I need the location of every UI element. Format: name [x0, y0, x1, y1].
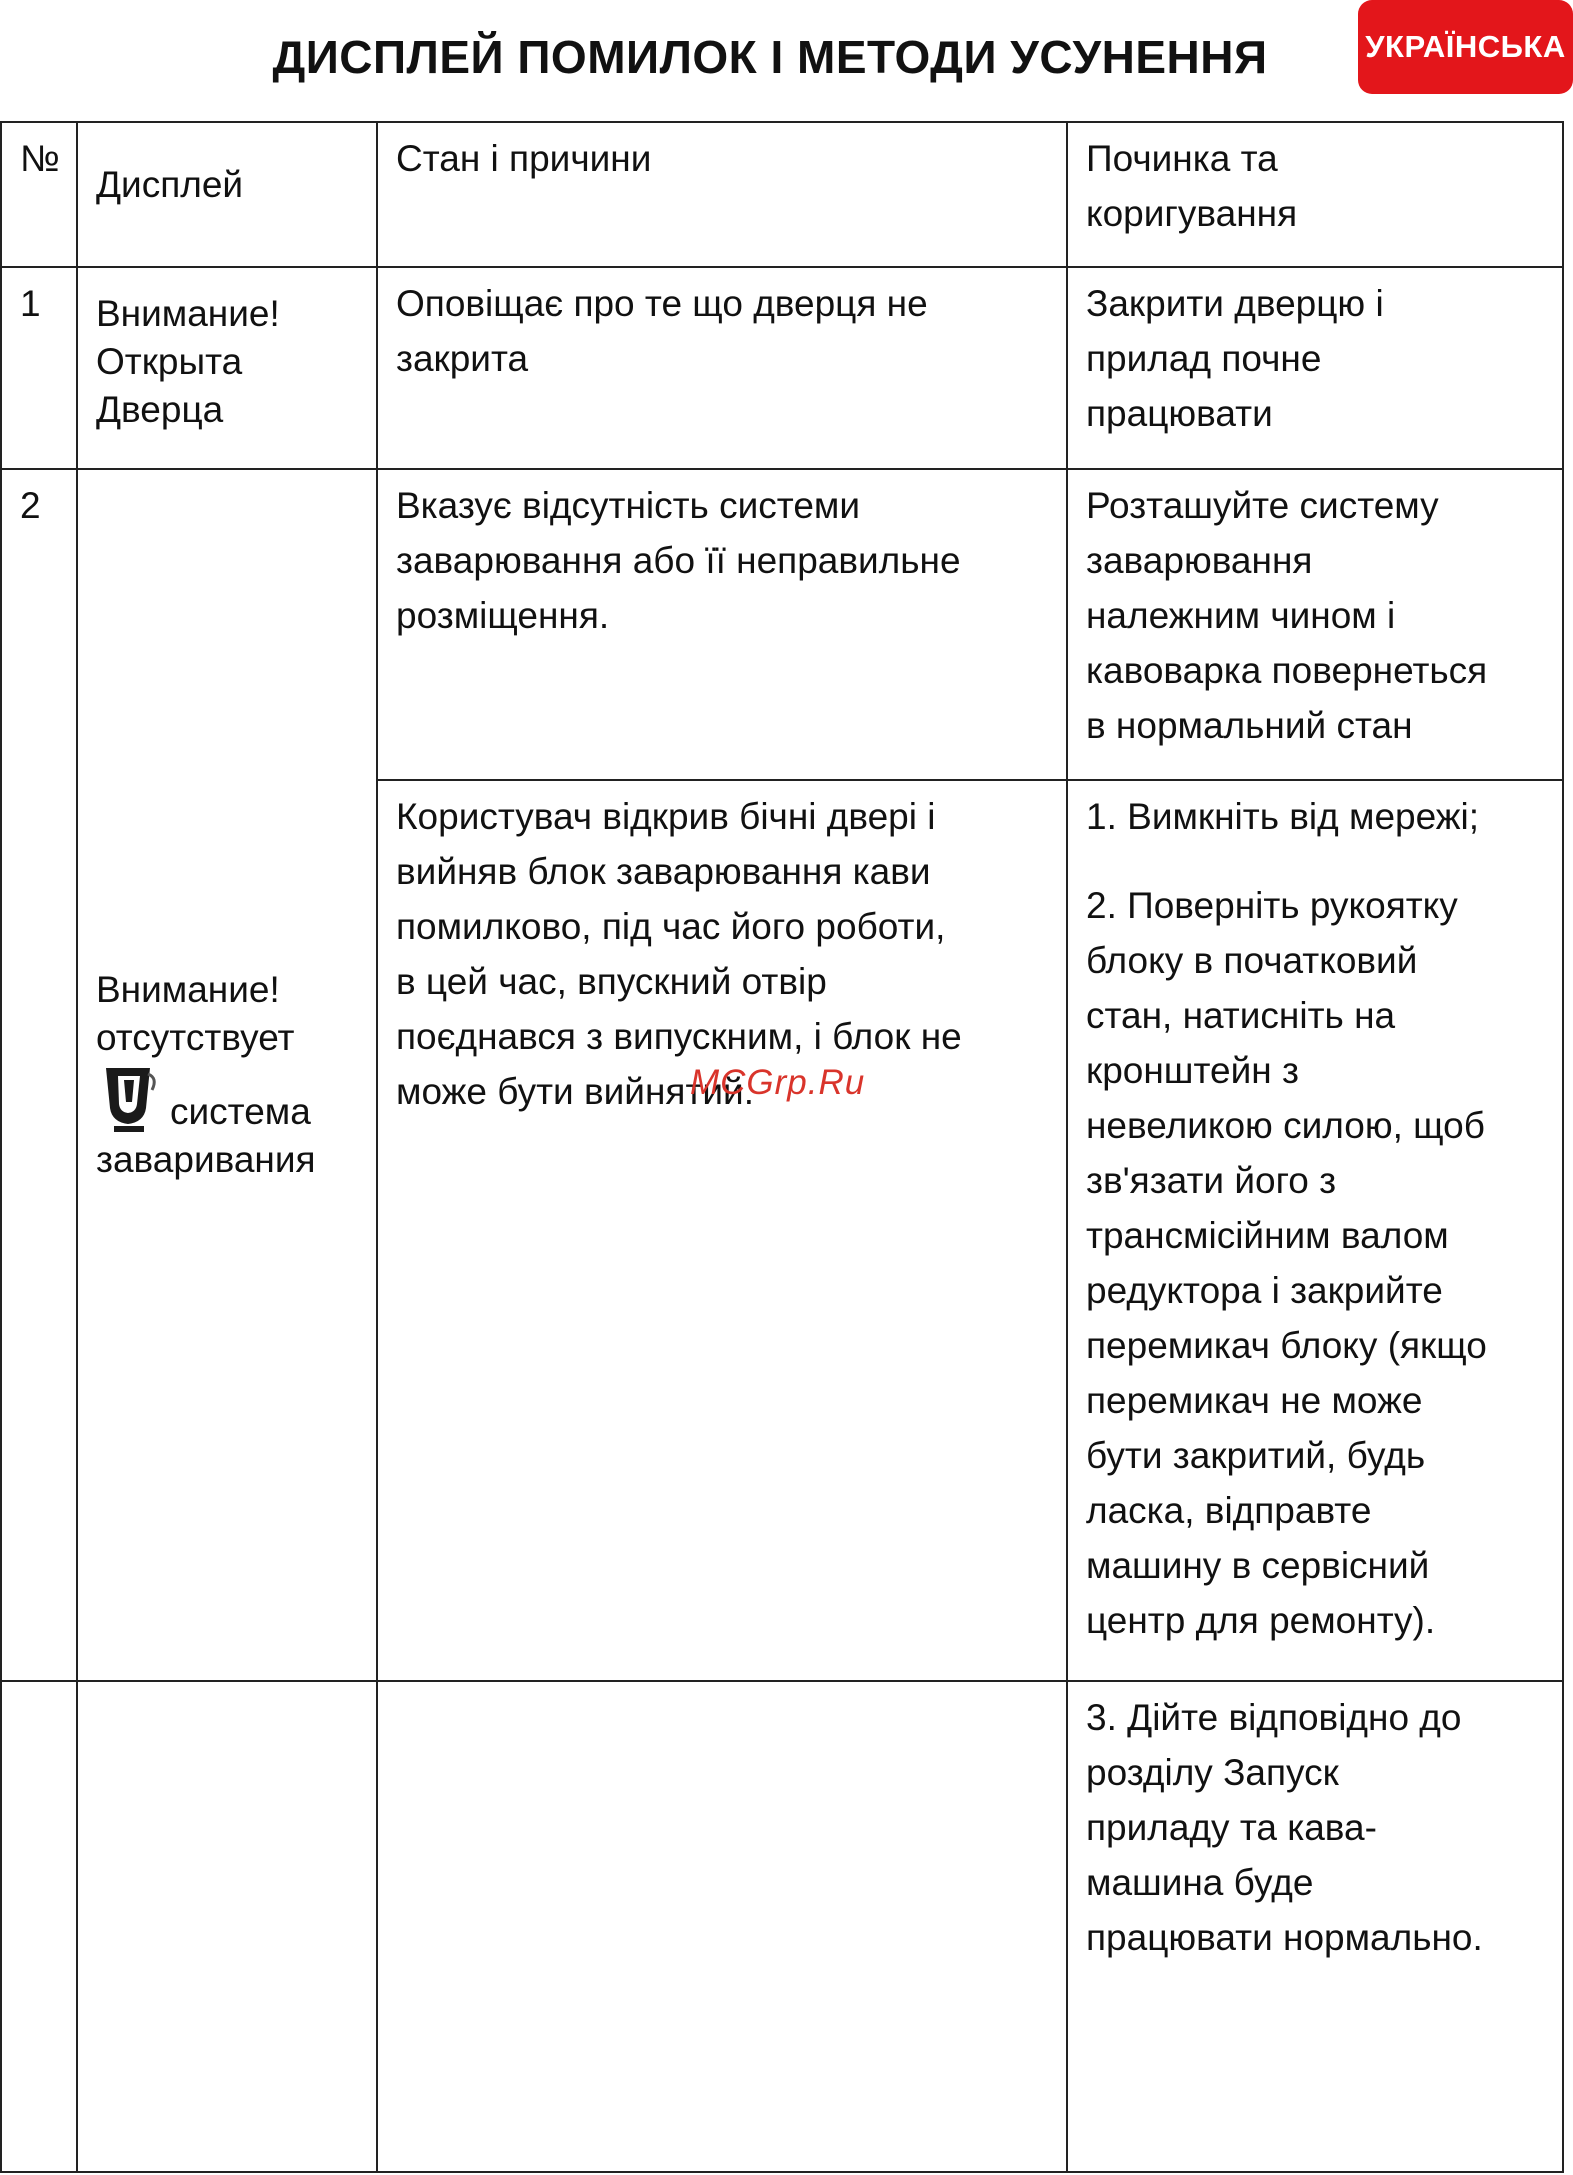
language-badge: УКРАЇНСЬКА [1358, 0, 1573, 94]
row2a-fix-line: в нормальний стан [1086, 705, 1413, 746]
row2-num-cell [1, 469, 77, 1681]
row3-display-cell [77, 1681, 377, 2172]
row1-fix-line: прилад почне [1086, 338, 1322, 379]
row1-num-cell [1, 267, 77, 469]
table-row-2a [1, 469, 1563, 780]
fix-step-2-line: бути закритий, будь [1086, 1435, 1426, 1476]
row2a-fix-line: належним чином і [1086, 595, 1396, 636]
row2a-cause-line: розміщення. [396, 595, 610, 636]
row1-cause-line: Оповіщає про те що дверця не [396, 283, 928, 324]
row3-fix-line: 3. Дійте відповідно до [1086, 1697, 1462, 1738]
row1-fix [1068, 268, 1562, 441]
row2-num: 2 [20, 485, 41, 526]
row1-cause-line: закрита [396, 338, 529, 379]
fix-step-2-line: машину в сервісний [1086, 1545, 1430, 1586]
row1-display-line: Открыта [96, 341, 243, 382]
row2a-cause [378, 470, 1066, 643]
row2b-cause-cell [377, 780, 1067, 1681]
row3-cause-cell [377, 1681, 1067, 2172]
fix-step-2-line: ласка, відправте [1086, 1490, 1372, 1531]
row3-fix-line: машина буде [1086, 1862, 1314, 1903]
fix-step-2-line: 2. Поверніть рукоятку [1086, 885, 1458, 926]
row2-display-line: отсутствует [96, 1017, 295, 1058]
row1-cause [378, 268, 1066, 386]
row1-display-line: Внимание! [96, 293, 280, 334]
row1-display [78, 268, 376, 434]
error-table [0, 121, 1564, 2173]
row1-fix-line: Закрити дверцю і [1086, 283, 1384, 324]
row2-display-line: заваривания [96, 1139, 316, 1180]
header-cause-cell [377, 122, 1067, 267]
row2b-fix-cell [1067, 780, 1563, 1681]
fix-step-1: 1. Вимкніть від мережі; [1086, 796, 1480, 837]
page-title: ДИСПЛЕЙ ПОМИЛОК І МЕТОДИ УСУНЕННЯ [272, 31, 1268, 83]
row3-fix-cell [1067, 1681, 1563, 2172]
fix-step-2 [1086, 878, 1548, 1648]
row2a-fix-line: кавоварка повернеться [1086, 650, 1488, 691]
row3-fix-line: працювати нормально. [1086, 1917, 1483, 1958]
row1-fix-cell [1067, 267, 1563, 469]
row1-display-line: Дверца [96, 389, 224, 430]
row1-num: 1 [20, 283, 41, 324]
row3-fix-line: розділу Запуск [1086, 1752, 1339, 1793]
row2a-fix-line: Розташуйте систему [1086, 485, 1439, 526]
table-row-3 [1, 1681, 1563, 2172]
header-display: Дисплей [96, 164, 244, 205]
fix-step-2-line: редуктора і закрийте [1086, 1270, 1443, 1311]
row2a-cause-line: заварювання або її неправильне [396, 540, 961, 581]
row2a-cause-line: Вказує відсутність системи [396, 485, 860, 526]
header-num-cell [1, 122, 77, 267]
fix-step-2-line: трансмісійним валом [1086, 1215, 1449, 1256]
row2-display-line: система [170, 1091, 311, 1132]
row2b-cause-line: в цей час, впускний отвір [396, 961, 827, 1002]
fix-step-2-line: невеликою силою, щоб [1086, 1105, 1485, 1146]
row2b-cause-line: може бути вийнятий. [396, 1071, 755, 1112]
row2-display [78, 966, 376, 1184]
row2-display-cell [77, 469, 377, 1681]
row3-fix [1068, 1682, 1562, 1965]
row1-cause-cell [377, 267, 1067, 469]
header-fix-line: Починка та [1086, 138, 1278, 179]
row2b-cause-line: вийняв блок заварювання кави [396, 851, 931, 892]
row3-fix-line: приладу та кава- [1086, 1807, 1377, 1848]
row2b-cause-line: Користувач відкрив бічні двері і [396, 796, 936, 837]
header-cause: Стан і причини [396, 138, 652, 179]
fix-step-2-line: перемикач блоку (якщо [1086, 1325, 1487, 1366]
row3-num-cell [1, 1681, 77, 2172]
watermark-text: MCGrp.Ru [690, 1063, 866, 1102]
row2b-fix [1068, 781, 1562, 1648]
table-header-row [1, 122, 1563, 267]
row2a-fix-line: заварювання [1086, 540, 1313, 581]
header-fix-line: коригування [1086, 193, 1298, 234]
fix-step-2-line: зв'язати його з [1086, 1160, 1337, 1201]
row2a-fix [1068, 470, 1562, 753]
row1-display-cell [77, 267, 377, 469]
row1-fix-line: працювати [1086, 393, 1273, 434]
fix-step-2-line: центр для ремонту). [1086, 1600, 1436, 1641]
header-fix [1068, 123, 1562, 241]
row2b-cause-line: помилково, під час його роботи, [396, 906, 946, 947]
header-display-cell [77, 122, 377, 267]
header-num: № [20, 138, 60, 179]
brewing-unit-icon [96, 1062, 162, 1136]
fix-step-2-line: кронштейн з [1086, 1050, 1299, 1091]
row2b-cause-line: поєднався з випускним, і блок не [396, 1016, 962, 1057]
fix-step-2-line: перемикач не може [1086, 1380, 1423, 1421]
row2a-fix-cell [1067, 469, 1563, 780]
row2-display-line: Внимание! [96, 969, 280, 1010]
fix-step-2-line: стан, натисніть на [1086, 995, 1396, 1036]
header-fix-cell [1067, 122, 1563, 267]
table-row-1 [1, 267, 1563, 469]
row2-display-icon-line [96, 1062, 366, 1136]
fix-step-2-line: блоку в початковий [1086, 940, 1418, 981]
row2a-cause-cell [377, 469, 1067, 780]
